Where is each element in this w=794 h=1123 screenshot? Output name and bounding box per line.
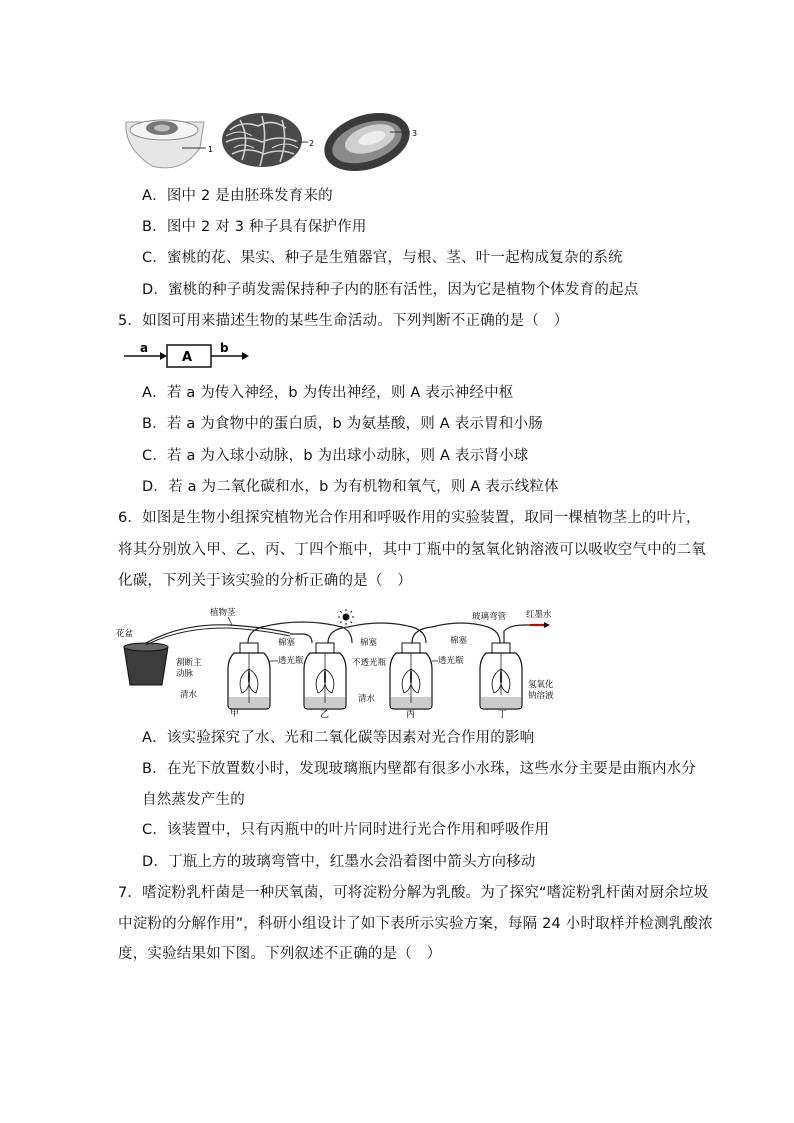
q6-option-c: C．该装置中，只有丙瓶中的叶片同时进行光合作用和呼吸作用 <box>142 822 550 838</box>
q5-label-a: a <box>140 341 149 355</box>
bottle-label-jia: 甲 <box>230 709 240 718</box>
q5-label-b: b <box>220 341 229 355</box>
naoh-label-2: 钠溶液 <box>528 691 554 701</box>
peach-figure <box>122 108 422 176</box>
red-ink-label: 红墨水 <box>526 610 552 620</box>
q5-option-b: B．若 a 为食物中的蛋白质，b 为氨基酸，则 A 表示胃和小肠 <box>142 416 543 432</box>
label-3: 3 <box>412 129 418 138</box>
glass-tube-label: 玻璃弯管 <box>472 612 507 622</box>
q6-option-a: A．该实验探究了水、光和二氧化碳等因素对光合作用的影响 <box>142 730 535 746</box>
bottle-label-yi: 乙 <box>320 710 330 718</box>
label-2: 2 <box>309 139 315 148</box>
q4-option-c: C．蜜桃的花、果实、种子是生殖器官，与根、茎、叶一起构成复杂的系统 <box>142 250 623 266</box>
cut-label-2: 动脉 <box>176 669 194 679</box>
peach-figure-svg <box>122 108 422 176</box>
q5-box-label: A <box>182 350 193 365</box>
q6-option-d: D．丁瓶上方的玻璃弯管中，红墨水会沿着图中箭头方向移动 <box>142 854 536 870</box>
q5-option-d: D．若 a 为二氧化碳和水，b 为有机物和氧气，则 A 表示线粒体 <box>142 479 559 495</box>
clear-bottle-label-2: 透光瓶 <box>438 656 464 666</box>
q5-option-a: A．若 a 为传入神经，b 为传出神经，则 A 表示神经中枢 <box>142 385 514 401</box>
cotton-label-3: 棉塞 <box>450 636 468 646</box>
stem-label: 植物茎 <box>210 608 236 618</box>
bottle-ding <box>480 643 522 709</box>
flower-pot <box>124 647 168 685</box>
q5-option-c: C．若 a 为入球小动脉，b 为出球小动脉，则 A 表示肾小球 <box>142 448 529 464</box>
q6-option-b-cont: 自然蒸发产生的 <box>142 792 245 808</box>
bottle-bing <box>390 643 432 709</box>
q6-option-b: B．在光下放置数小时，发现玻璃瓶内壁都有很多小水珠，这些水分主要是由瓶内水分 <box>142 761 697 777</box>
bottle-label-ding: 丁 <box>498 710 508 718</box>
dark-bottle-label: 不透光瓶 <box>352 658 387 668</box>
q4-option-d: D．蜜桃的种子萌发需保持种子内的胚有活性，因为它是植物个体发育的起点 <box>142 282 639 298</box>
q6-apparatus-svg <box>112 603 557 718</box>
peach-cut-photo <box>126 120 204 168</box>
q5-diagram <box>120 340 260 370</box>
naoh-label-1: 氢氧化 <box>528 680 554 690</box>
bottle-label-bing: 丙 <box>406 710 416 718</box>
q6-stem-line-1: 6．如图是生物小组探究植物光合作用和呼吸作用的实验装置，取同一棵植物茎上的叶片， <box>118 510 701 526</box>
pot-label: 花盆 <box>116 629 134 639</box>
bottle-yi <box>304 643 346 709</box>
clear-bottle-label-1: 透光瓶 <box>278 656 304 666</box>
q6-apparatus-diagram <box>112 603 557 718</box>
cotton-label-1: 棉塞 <box>278 638 296 648</box>
q7-stem-line-3: 度，实验结果如下图。下列叙述不正确的是（ ） <box>118 946 442 962</box>
bottle-jia <box>228 643 270 709</box>
sun-icon <box>338 609 354 625</box>
water-mid-label: 清水 <box>358 694 376 704</box>
q7-stem-line-1: 7．嗜淀粉乳杆菌是一种厌氧菌，可将淀粉分解为乳酸。为了探究“嗜淀粉乳杆菌对厨余垃圾 <box>118 885 709 901</box>
q6-stem-line-2: 将其分别放入甲、乙、丙、丁四个瓶中，其中丁瓶中的氢氧化钠溶液可以吸收空气中的二氧 <box>118 542 706 558</box>
q4-option-b: B．图中 2 对 3 种子具有保护作用 <box>142 219 367 235</box>
q5-diagram-svg <box>120 340 260 370</box>
peach-seed-photo <box>317 108 417 176</box>
q4-option-a: A．图中 2 是由胚珠发育来的 <box>142 188 333 204</box>
peach-pit-photo <box>222 113 302 167</box>
q6-stem-line-3: 化碳，下列关于该实验的分析正确的是（ ） <box>118 573 412 589</box>
q5-stem: 5．如图可用来描述生物的某些生命活动。下列判断不正确的是（ ） <box>118 313 569 329</box>
q7-stem-line-2: 中淀粉的分解作用”，科研小组设计了如下表所示实验方案，每隔 24 小时取样并检测乳酸浓 <box>118 916 713 932</box>
cotton-label-2: 棉塞 <box>360 638 378 648</box>
water-left-label: 清水 <box>180 690 198 700</box>
label-1: 1 <box>208 145 214 154</box>
cut-label-1: 割断主 <box>176 658 202 668</box>
tube-arrow <box>544 622 550 628</box>
